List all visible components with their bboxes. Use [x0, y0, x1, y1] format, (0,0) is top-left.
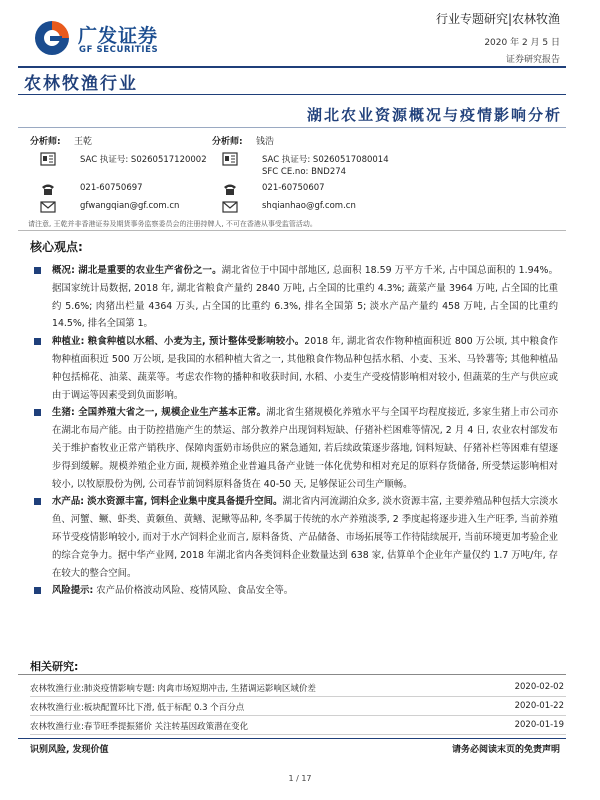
core-bullet-risk	[30, 582, 558, 600]
related-item[interactable]	[30, 678, 566, 697]
analyst-sac: SAC 执证号: S0260517120002	[80, 155, 207, 165]
report-title: 湖北农业资源概况与疫情影响分析	[306, 106, 562, 124]
analyst-name: 钱浩	[256, 137, 275, 147]
report-date: 2020 年 2 月 5 日	[484, 38, 560, 48]
bullet-marker-icon	[34, 587, 41, 594]
analyst-disclaimer: 请注意, 王乾并非香港证券及期货事务监察委员会的注册持牌人, 不可在香港从事受监管活动。	[28, 220, 317, 228]
analyst-divider	[18, 230, 566, 231]
bullet-lead: 生猪: 全国养殖大省之一, 规模企业生产基本正常。	[52, 407, 267, 419]
bullet-marker-icon	[34, 338, 41, 345]
related-divider	[18, 674, 566, 675]
email-icon	[222, 200, 238, 214]
bullet-lead: 水产品: 淡水资源丰富, 饲料企业集中度具备提升空间。	[52, 496, 283, 508]
related-item[interactable]	[30, 716, 566, 735]
bullet-lead: 概况: 湖北是重要的农业生产省份之一。	[52, 265, 222, 276]
analyst-card	[212, 134, 472, 218]
related-item-title[interactable]: 农林牧渔行业:春节旺季提振猪价 关注转基因政策潜在变化	[30, 722, 249, 732]
gf-logo	[32, 18, 164, 58]
related-item[interactable]	[30, 697, 566, 716]
bullet-body: 农产品价格波动风险、疫情风险、食品安全等。	[93, 585, 294, 597]
brand-name-cn: 广发证券	[78, 25, 159, 47]
report-dept: 证券研究报告	[505, 55, 560, 65]
qualification-icon	[40, 152, 56, 166]
analyst-sfc: SFC CE.no: BND274	[262, 167, 347, 177]
analyst-label: 分析师:	[212, 137, 243, 147]
phone-icon	[40, 182, 56, 196]
gf-logo-icon	[32, 18, 72, 58]
core-bullet-hogs	[30, 404, 558, 493]
analyst-phone: 021-60750697	[80, 183, 143, 193]
core-bullet-aquatic	[30, 493, 558, 582]
analyst-name: 王乾	[74, 137, 93, 147]
banner-divider	[18, 94, 566, 95]
analyst-phone: 021-60750607	[262, 183, 325, 193]
bullet-body: 湖北省生猪规模化养殖水平与全国平均程度接近, 多家生猪上市公司亦在湖北布局产能。由于防控措施产生的禁运、部分教养户出现饲料短缺、仔猪补栏困难等情况, 2 月 4 日, 农业农村部发布关于维护畜牧业正常产销秩序、保障肉蛋奶市场供应的紧急通知, 若后续政策逐步落地, 饲料短缺、仔猪补栏等困难有望逐步得到缓解。规模养殖企业方面, 规模养殖企业普遍具备产业链一体化优势和相对充足的原料存货储备, 所受禁运影响相对较小, 以牧原股份为例, 公司春节前饲料原料备货在 40-50 天, 足够保证公司生产顺畅。	[52, 407, 558, 490]
qualification-icon	[222, 152, 238, 166]
analyst-label: 分析师:	[30, 137, 61, 147]
bullet-body: 湖北省内河流湖泊众多, 淡水资源丰富, 主要养殖品种包括大宗淡水鱼、河蟹、鳜、虾类、黄颡鱼、黄鳝、泥鳅等品种, 冬季属于传统的水产养殖淡季, 2 季度起将逐步进入生产旺季, 当前养殖环节受疫情影响较小, 而对于水产饲料企业而言, 原料备货、产品储备、市场拓展等工作待陆续展开, 当前环境更加考验企业的综合竞争力。据中华产业网, 2018 年湖北省内各类饲料企业数量达到 638 家, 估算单个企业年产量仅约 1.7 万吨/年, 存在较大的整合空间。	[52, 496, 558, 579]
bullet-lead: 种植业: 粮食种植以水稻、小麦为主, 预计整体受影响较小。	[52, 336, 305, 348]
related-item-date: 2020-02-02	[514, 682, 564, 692]
analyst-email[interactable]: gfwangqian@gf.com.cn	[80, 201, 180, 211]
analyst-sac: SAC 执证号: S0260517080014	[262, 155, 389, 165]
footer-disclaimer-note: 请务必阅读末页的免责声明	[451, 745, 560, 755]
core-views-heading: 核心观点:	[30, 240, 83, 254]
related-item-date: 2020-01-19	[514, 720, 564, 730]
core-bullet-overview	[30, 262, 558, 333]
bullet-body: 2018 年, 湖北省农作物种植面积近 800 万公顷, 其中粮食作物种植面积近 500 万公顷, 是我国的水稻种植大省之一, 其他粮食作物品种包括水稻、小麦、玉米、马铃薯等; 其他种植品种包括棉花、油菜、蔬菜等。考虑农作物的播种和收获时间, 水稻、小麦生产受疫情影响相对较小, 但蔬菜的生产与供应或由于调运等因素受到负面影响。	[52, 336, 558, 401]
bullet-marker-icon	[34, 409, 41, 416]
bullet-lead: 风险提示:	[52, 585, 94, 597]
page-number: 1 / 17	[288, 774, 312, 783]
related-item-title[interactable]: 农林牧渔行业:板块配置环比下滑, 低于标配 0.3 个百分点	[30, 703, 245, 713]
bullet-marker-icon	[34, 267, 41, 274]
related-item-title[interactable]: 农林牧渔行业:肺炎疫情影响专题: 肉禽市场短期冲击, 生猪调运影响区域价差	[30, 684, 316, 694]
footer-slogan: 识别风险, 发现价值	[30, 745, 109, 755]
related-research-list	[30, 678, 566, 735]
title-divider	[18, 127, 566, 128]
brand-name-en: GF SECURITIES	[79, 45, 159, 55]
related-item-date: 2020-01-22	[514, 701, 564, 711]
bullet-body: 湖北省位于中国中部地区, 总面积 18.59 万平方千米, 占中国总面积的 1.94%。据国家统计局数据, 2018 年, 湖北省粮食产量约 2840 万吨, 占全国的比重约 4.3%; 蔬菜产量 3964 万吨, 占全国的比重约 5.6%; 肉猪出栏量 4364 万头, 占全国的比重约 6.3%, 排名全国第 5; 淡水产品产量约 458 万吨, 占全国的比重约 14.5%, 排名全国第 1。	[52, 265, 559, 330]
phone-icon	[222, 182, 238, 196]
analyst-email[interactable]: shqianhao@gf.com.cn	[262, 201, 356, 211]
sector-title: 农林牧渔行业	[24, 74, 138, 94]
sector-banner	[18, 66, 566, 92]
header-meta	[436, 10, 560, 65]
related-research-heading: 相关研究:	[30, 660, 79, 673]
bullet-marker-icon	[34, 498, 41, 505]
report-type: 行业专题研究|农林牧渔	[435, 12, 560, 26]
footer-divider	[18, 738, 566, 739]
core-views	[30, 262, 558, 600]
core-bullet-planting	[30, 333, 558, 404]
email-icon	[40, 200, 56, 214]
